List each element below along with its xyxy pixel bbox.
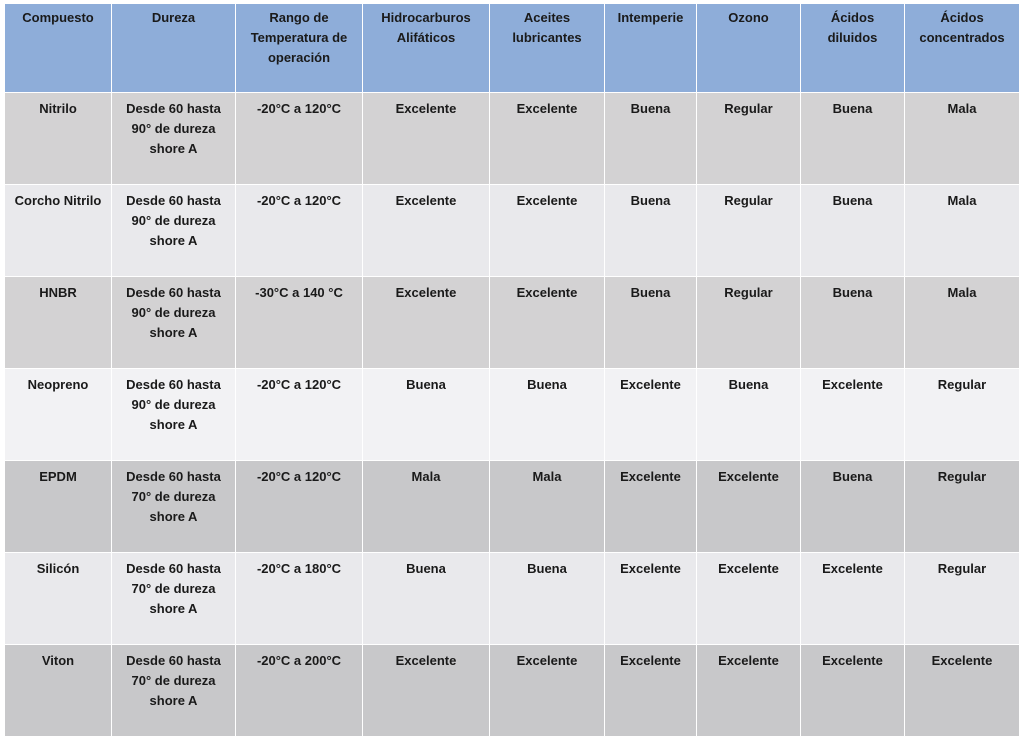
cell-compuesto: Neopreno — [5, 369, 112, 461]
header-dureza: Dureza — [112, 4, 236, 93]
cell-intemperie: Excelente — [605, 553, 697, 645]
cell-acidos-concentrados: Mala — [905, 277, 1020, 369]
cell-intemperie: Excelente — [605, 369, 697, 461]
cell-intemperie: Buena — [605, 93, 697, 185]
cell-hidrocarburos: Excelente — [363, 93, 490, 185]
cell-hidrocarburos: Mala — [363, 461, 490, 553]
table-row — [5, 277, 1020, 369]
cell-temperatura: -20°C a 120°C — [236, 185, 363, 277]
cell-intemperie: Excelente — [605, 645, 697, 737]
cell-aceites: Excelente — [490, 93, 605, 185]
header-hidrocarburos: Hidrocarburos Alifáticos — [363, 4, 490, 93]
cell-dureza: Desde 60 hasta 70° de dureza shore A — [112, 553, 236, 645]
cell-aceites: Excelente — [490, 277, 605, 369]
cell-ozono: Buena — [697, 369, 801, 461]
cell-acidos-concentrados: Regular — [905, 369, 1020, 461]
table-row — [5, 553, 1020, 645]
cell-compuesto: EPDM — [5, 461, 112, 553]
cell-hidrocarburos: Buena — [363, 553, 490, 645]
cell-acidos-diluidos: Excelente — [801, 553, 905, 645]
cell-ozono: Excelente — [697, 461, 801, 553]
cell-hidrocarburos: Excelente — [363, 277, 490, 369]
cell-aceites: Buena — [490, 369, 605, 461]
cell-temperatura: -20°C a 120°C — [236, 93, 363, 185]
cell-temperatura: -20°C a 120°C — [236, 461, 363, 553]
compound-table — [4, 3, 1019, 737]
cell-acidos-concentrados: Excelente — [905, 645, 1020, 737]
header-acidos-diluidos: Ácidos diluidos — [801, 4, 905, 93]
cell-hidrocarburos: Excelente — [363, 645, 490, 737]
cell-dureza: Desde 60 hasta 70° de dureza shore A — [112, 461, 236, 553]
cell-compuesto: Nitrilo — [5, 93, 112, 185]
cell-dureza: Desde 60 hasta 90° de dureza shore A — [112, 185, 236, 277]
cell-ozono: Regular — [697, 93, 801, 185]
cell-dureza: Desde 60 hasta 90° de dureza shore A — [112, 369, 236, 461]
cell-hidrocarburos: Buena — [363, 369, 490, 461]
cell-compuesto: Silicón — [5, 553, 112, 645]
cell-dureza: Desde 60 hasta 90° de dureza shore A — [112, 277, 236, 369]
header-row — [5, 4, 1020, 93]
cell-ozono: Regular — [697, 277, 801, 369]
header-aceites: Aceites lubricantes — [490, 4, 605, 93]
cell-intemperie: Buena — [605, 185, 697, 277]
cell-ozono: Excelente — [697, 553, 801, 645]
cell-aceites: Mala — [490, 461, 605, 553]
table-row — [5, 369, 1020, 461]
cell-dureza: Desde 60 hasta 90° de dureza shore A — [112, 93, 236, 185]
cell-aceites: Buena — [490, 553, 605, 645]
header-intemperie: Intemperie — [605, 4, 697, 93]
table-row — [5, 461, 1020, 553]
cell-compuesto: Corcho Nitrilo — [5, 185, 112, 277]
cell-temperatura: -20°C a 200°C — [236, 645, 363, 737]
cell-compuesto: Viton — [5, 645, 112, 737]
table-row — [5, 93, 1020, 185]
cell-acidos-concentrados: Mala — [905, 185, 1020, 277]
header-compuesto: Compuesto — [5, 4, 112, 93]
cell-ozono: Regular — [697, 185, 801, 277]
cell-acidos-diluidos: Buena — [801, 93, 905, 185]
cell-intemperie: Excelente — [605, 461, 697, 553]
cell-acidos-diluidos: Buena — [801, 277, 905, 369]
cell-acidos-diluidos: Excelente — [801, 369, 905, 461]
cell-ozono: Excelente — [697, 645, 801, 737]
cell-hidrocarburos: Excelente — [363, 185, 490, 277]
cell-aceites: Excelente — [490, 645, 605, 737]
header-rango-temperatura: Rango de Temperatura de operación — [236, 4, 363, 93]
cell-acidos-concentrados: Regular — [905, 461, 1020, 553]
cell-temperatura: -20°C a 120°C — [236, 369, 363, 461]
header-ozono: Ozono — [697, 4, 801, 93]
cell-acidos-concentrados: Mala — [905, 93, 1020, 185]
table-row — [5, 645, 1020, 737]
properties-table — [4, 3, 1020, 737]
cell-compuesto: HNBR — [5, 277, 112, 369]
cell-temperatura: -20°C a 180°C — [236, 553, 363, 645]
cell-acidos-diluidos: Buena — [801, 461, 905, 553]
cell-temperatura: -30°C a 140 °C — [236, 277, 363, 369]
cell-acidos-diluidos: Buena — [801, 185, 905, 277]
cell-acidos-diluidos: Excelente — [801, 645, 905, 737]
cell-aceites: Excelente — [490, 185, 605, 277]
header-acidos-concentrados: Ácidos concentrados — [905, 4, 1020, 93]
cell-acidos-concentrados: Regular — [905, 553, 1020, 645]
cell-dureza: Desde 60 hasta 70° de dureza shore A — [112, 645, 236, 737]
table-row — [5, 185, 1020, 277]
cell-intemperie: Buena — [605, 277, 697, 369]
